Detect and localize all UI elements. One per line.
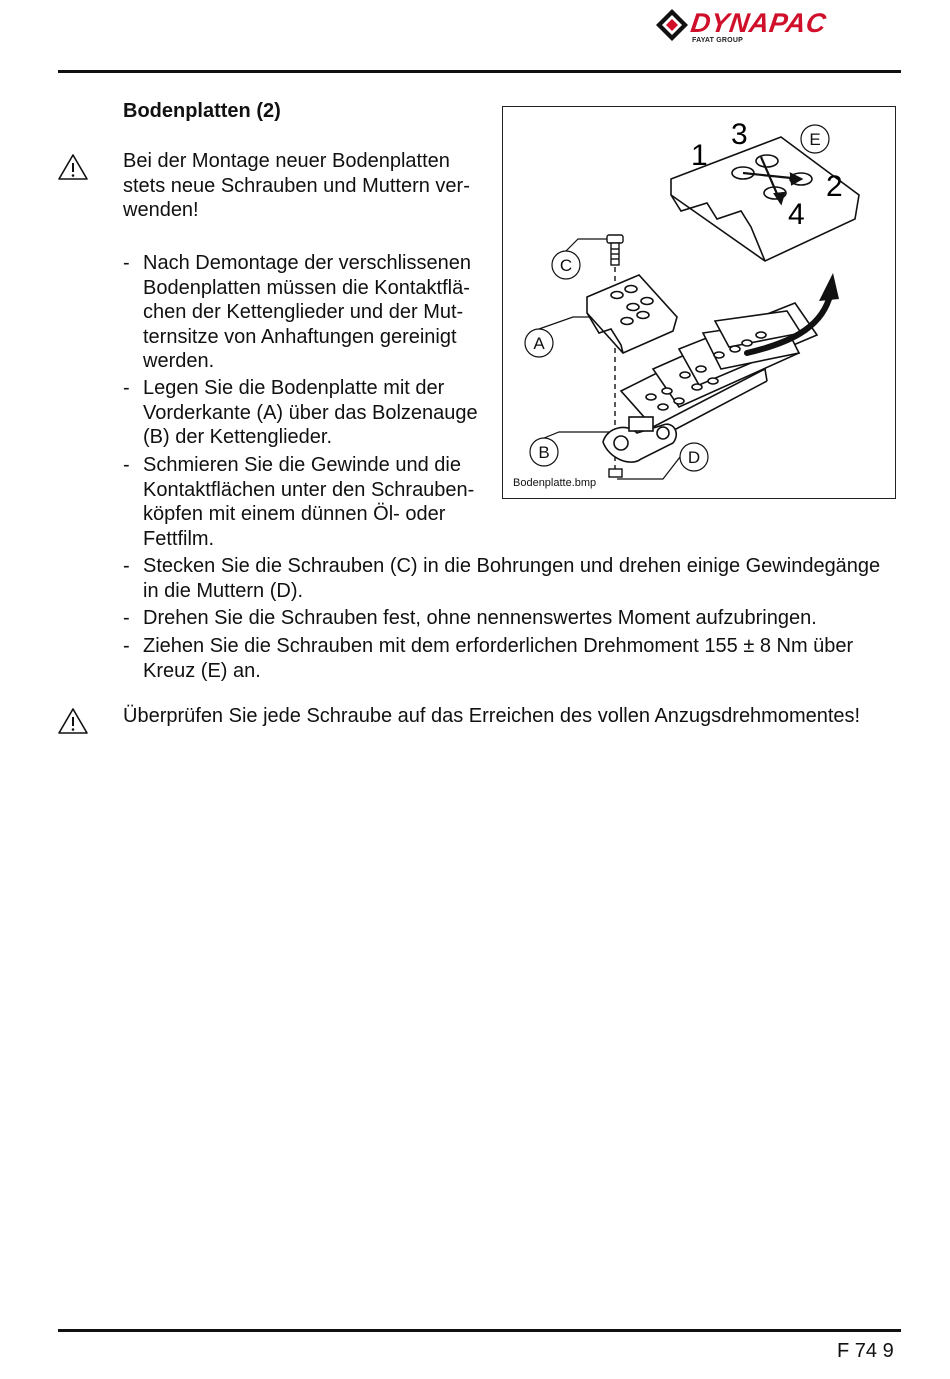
step-line: Vorderkante (A) über das Bolzenauge xyxy=(143,401,478,424)
warning-line: stets neue Schrauben und Muttern ver- xyxy=(123,174,470,197)
step-line: ternsitze von Anhaftungen gereinigt xyxy=(143,325,457,348)
sequence-3: 3 xyxy=(731,118,748,151)
loose-pad-drawing xyxy=(587,275,677,353)
brand-subtitle: FAYAT GROUP xyxy=(692,37,743,44)
step-dash: - xyxy=(123,454,130,476)
step-line: Ziehen Sie die Schrauben mit dem erforderlichen Drehmoment 155 ± 8 Nm über xyxy=(143,635,854,657)
warning-triangle-icon xyxy=(57,707,89,735)
sequence-1: 1 xyxy=(691,139,708,172)
step-line: Bodenplatten müssen die Kontaktflä- xyxy=(143,276,470,299)
section-title: Bodenplatten (2) xyxy=(123,100,281,122)
step-text xyxy=(143,606,903,631)
step-line: Legen Sie die Bodenplatte mit der xyxy=(143,377,445,399)
step-text xyxy=(143,554,903,603)
label-e: E xyxy=(809,130,821,149)
warning-line: wenden! xyxy=(123,199,199,221)
warning-triangle-icon xyxy=(57,153,89,181)
step-line: in die Muttern (D). xyxy=(143,579,304,602)
step-line: Kreuz (E) an. xyxy=(143,659,261,682)
step-line: werden. xyxy=(143,350,215,372)
step-dash: - xyxy=(123,635,130,657)
header-rule xyxy=(58,70,901,73)
step-line: Schmieren Sie die Gewinde und die xyxy=(143,454,461,476)
sequence-4: 4 xyxy=(788,198,805,231)
step-text xyxy=(143,453,492,551)
chain-link-drawing xyxy=(603,417,676,462)
step-line: köpfen mit einem dünnen Öl- oder xyxy=(143,503,446,525)
page-number: F 74 9 xyxy=(837,1340,894,1362)
label-b: B xyxy=(538,443,550,462)
footer-rule xyxy=(58,1329,901,1332)
step-line: Fettfilm. xyxy=(143,527,215,550)
step-line: Nach Demontage der verschlissenen xyxy=(143,252,471,274)
step-text xyxy=(143,634,903,683)
step-dash: - xyxy=(123,555,130,577)
dynapac-logo xyxy=(655,6,905,48)
label-c: C xyxy=(559,256,573,275)
step-line: Drehen Sie die Schrauben fest, ohne nennenswertes Moment aufzubringen. xyxy=(143,607,817,629)
dynapac-logo-icon xyxy=(655,8,689,42)
step-dash: - xyxy=(123,252,130,274)
step-dash: - xyxy=(123,377,130,399)
label-a: A xyxy=(533,334,545,353)
step-dash: - xyxy=(123,607,130,629)
track-pad-figure xyxy=(502,106,896,499)
step-line: Stecken Sie die Schrauben (C) in die Bohrungen und drehen einige Gewindegänge xyxy=(143,555,881,577)
brand-name: DYNAPAC xyxy=(688,8,829,38)
warning-text-1 xyxy=(123,149,492,223)
label-d: D xyxy=(687,448,701,467)
step-line: (B) der Kettenglieder. xyxy=(143,426,332,448)
figure-caption: Bodenplatte.bmp xyxy=(513,477,597,489)
track-pad-illustration xyxy=(503,107,897,500)
step-text xyxy=(143,251,492,374)
step-line: chen der Kettenglieder und der Mut- xyxy=(143,301,464,323)
warning-text-2: Überprüfen Sie jede Schraube auf das Erreichen des vollen Anzugsdrehmomentes! xyxy=(123,705,861,727)
step-line: Kontaktflächen unter den Schrauben- xyxy=(143,478,475,501)
warning-line: Bei der Montage neuer Bodenplatten xyxy=(123,150,450,172)
sequence-2: 2 xyxy=(826,170,843,203)
step-text xyxy=(143,376,492,450)
